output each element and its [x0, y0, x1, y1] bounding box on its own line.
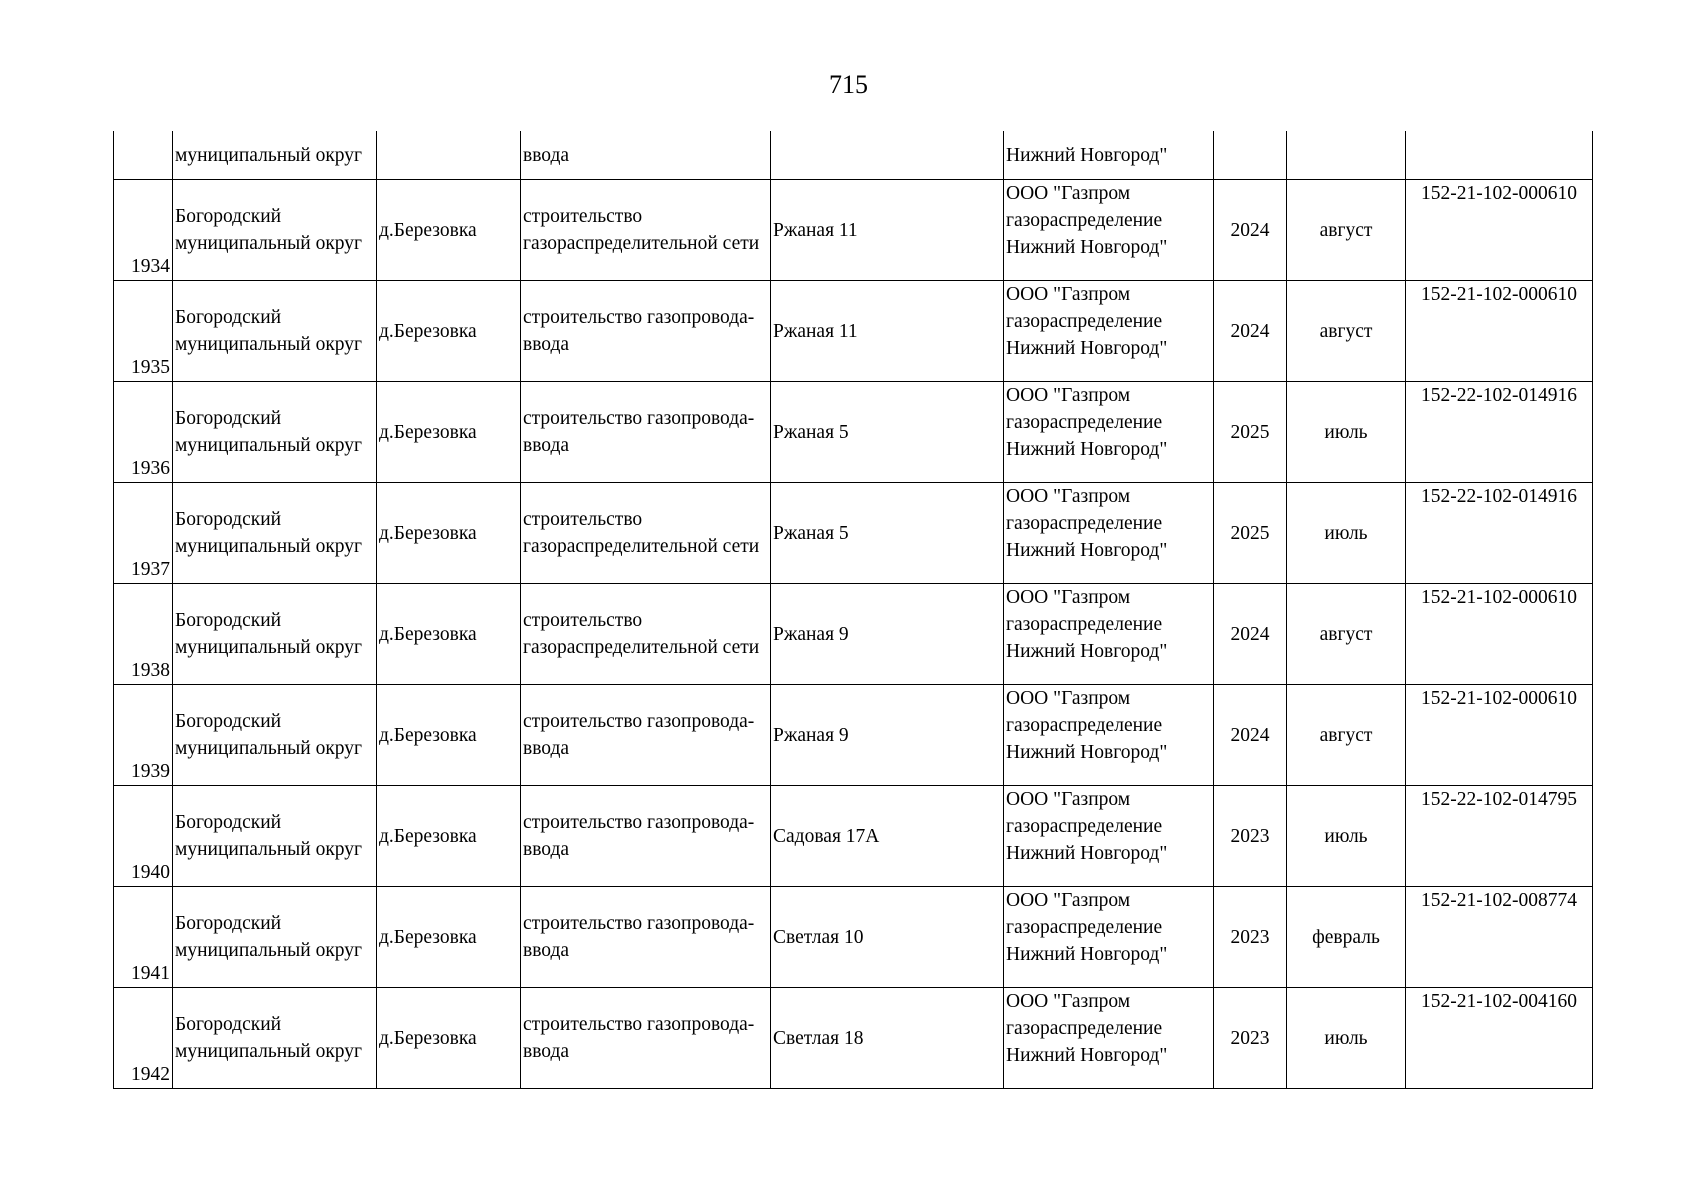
- cell-code: 152-22-102-014916: [1406, 483, 1593, 584]
- cell-organization: [1004, 887, 1214, 988]
- cell-address: Ржаная 11: [771, 281, 1004, 382]
- cell-organization-line: Нижний Новгород": [1006, 641, 1168, 662]
- cell-organization-line: газораспределение: [1006, 715, 1163, 736]
- cell-num: [114, 131, 173, 180]
- cell-num: 1941: [114, 887, 173, 988]
- cell-district-line: Богородский: [175, 711, 282, 732]
- cell-work-line: строительство газопровода-: [523, 812, 755, 833]
- cell-organization-line: газораспределение: [1006, 816, 1163, 837]
- cell-district-line: Богородский: [175, 1014, 282, 1035]
- cell-district-line: муниципальный округ: [175, 738, 363, 759]
- cell-organization: [1004, 180, 1214, 281]
- cell-work-line: строительство: [523, 509, 643, 530]
- cell-month: июль: [1287, 786, 1406, 887]
- cell-organization: [1004, 584, 1214, 685]
- cell-code: 152-21-102-004160: [1406, 988, 1593, 1089]
- cell-num: 1934: [114, 180, 173, 281]
- cell-organization: [1004, 685, 1214, 786]
- cell-address: Светлая 10: [771, 887, 1004, 988]
- cell-code: 152-22-102-014916: [1406, 382, 1593, 483]
- cell-month: август: [1287, 584, 1406, 685]
- cell-district-line: муниципальный округ: [175, 1041, 363, 1062]
- cell-district: [173, 988, 377, 1089]
- cell-organization-line: газораспределение: [1006, 917, 1163, 938]
- cell-work-line: ввода: [523, 435, 570, 456]
- cell-work: [521, 685, 771, 786]
- cell-organization-line: ООО "Газпром: [1006, 385, 1131, 406]
- table-row: [114, 281, 1593, 382]
- cell-organization: Нижний Новгород": [1004, 131, 1214, 180]
- cell-work-line: строительство газопровода-: [523, 711, 755, 732]
- cell-work-line: газораспределительной сети: [523, 637, 760, 658]
- cell-month: июль: [1287, 483, 1406, 584]
- cell-year: 2025: [1214, 483, 1287, 584]
- cell-work-line: строительство газопровода-: [523, 408, 755, 429]
- cell-organization-line: газораспределение: [1006, 311, 1163, 332]
- cell-organization-line: газораспределение: [1006, 210, 1163, 231]
- table-row: [114, 887, 1593, 988]
- cell-district-line: муниципальный округ: [175, 233, 363, 254]
- cell-work: [521, 281, 771, 382]
- cell-district: [173, 483, 377, 584]
- cell-month: август: [1287, 180, 1406, 281]
- cell-code: 152-22-102-014795: [1406, 786, 1593, 887]
- cell-month: [1287, 131, 1406, 180]
- continuation-row: [114, 131, 1593, 180]
- cell-village: д.Березовка: [377, 180, 521, 281]
- cell-work-line: строительство газопровода-: [523, 1014, 755, 1035]
- cell-organization-line: ООО "Газпром: [1006, 688, 1131, 709]
- cell-village: д.Березовка: [377, 382, 521, 483]
- cell-year: 2024: [1214, 685, 1287, 786]
- cell-work: [521, 382, 771, 483]
- cell-district-line: Богородский: [175, 610, 282, 631]
- cell-code: [1406, 131, 1593, 180]
- cell-village: д.Березовка: [377, 584, 521, 685]
- cell-organization-line: газораспределение: [1006, 614, 1163, 635]
- cell-organization: [1004, 786, 1214, 887]
- cell-work-line: строительство газопровода-: [523, 913, 755, 934]
- cell-village: д.Березовка: [377, 887, 521, 988]
- cell-organization-line: ООО "Газпром: [1006, 890, 1131, 911]
- cell-district-line: Богородский: [175, 913, 282, 934]
- cell-year: 2024: [1214, 281, 1287, 382]
- cell-work-line: ввода: [523, 839, 570, 860]
- cell-code: 152-21-102-000610: [1406, 281, 1593, 382]
- cell-organization: [1004, 382, 1214, 483]
- cell-organization-line: газораспределение: [1006, 513, 1163, 534]
- cell-code: 152-21-102-000610: [1406, 685, 1593, 786]
- cell-address: Светлая 18: [771, 988, 1004, 1089]
- table-body: [114, 131, 1593, 1089]
- cell-organization-line: Нижний Новгород": [1006, 742, 1168, 763]
- cell-district: [173, 281, 377, 382]
- cell-district-line: Богородский: [175, 408, 282, 429]
- page-number: 715: [829, 70, 868, 99]
- cell-district: муниципальный округ: [173, 131, 377, 180]
- cell-district-line: Богородский: [175, 206, 282, 227]
- cell-year: 2025: [1214, 382, 1287, 483]
- cell-organization-line: Нижний Новгород": [1006, 338, 1168, 359]
- cell-organization-line: ООО "Газпром: [1006, 789, 1131, 810]
- cell-organization-line: ООО "Газпром: [1006, 991, 1131, 1012]
- table-row: [114, 382, 1593, 483]
- cell-month: август: [1287, 281, 1406, 382]
- cell-year: 2023: [1214, 988, 1287, 1089]
- cell-work-line: строительство: [523, 206, 643, 227]
- cell-organization: [1004, 988, 1214, 1089]
- cell-num: 1942: [114, 988, 173, 1089]
- cell-work-line: газораспределительной сети: [523, 536, 760, 557]
- cell-organization-line: Нижний Новгород": [1006, 843, 1168, 864]
- cell-district-line: Богородский: [175, 812, 282, 833]
- cell-organization-line: газораспределение: [1006, 412, 1163, 433]
- cell-work-line: строительство газопровода-: [523, 307, 755, 328]
- cell-district: [173, 584, 377, 685]
- cell-work: [521, 584, 771, 685]
- cell-num: 1936: [114, 382, 173, 483]
- cell-month: июль: [1287, 382, 1406, 483]
- cell-num: 1939: [114, 685, 173, 786]
- table-row: [114, 483, 1593, 584]
- cell-organization-line: Нижний Новгород": [1006, 540, 1168, 561]
- table-row: [114, 685, 1593, 786]
- cell-work-line: газораспределительной сети: [523, 233, 760, 254]
- cell-num: 1935: [114, 281, 173, 382]
- cell-work-line: ввода: [523, 1041, 570, 1062]
- cell-village: д.Березовка: [377, 988, 521, 1089]
- cell-address: Ржаная 5: [771, 483, 1004, 584]
- cell-district: [173, 382, 377, 483]
- cell-num: 1940: [114, 786, 173, 887]
- cell-month: август: [1287, 685, 1406, 786]
- cell-organization-line: Нижний Новгород": [1006, 439, 1168, 460]
- cell-district-line: муниципальный округ: [175, 334, 363, 355]
- cell-work-line: ввода: [523, 334, 570, 355]
- cell-district-line: Богородский: [175, 509, 282, 530]
- cell-district-line: Богородский: [175, 307, 282, 328]
- cell-work: [521, 786, 771, 887]
- cell-work-line: ввода: [523, 940, 570, 961]
- cell-organization-line: газораспределение: [1006, 1018, 1163, 1039]
- cell-village: [377, 131, 521, 180]
- cell-month: июль: [1287, 988, 1406, 1089]
- cell-year: 2023: [1214, 887, 1287, 988]
- cell-district-line: муниципальный округ: [175, 940, 363, 961]
- cell-district-line: муниципальный округ: [175, 435, 363, 456]
- cell-organization-line: Нижний Новгород": [1006, 944, 1168, 965]
- cell-district: [173, 887, 377, 988]
- cell-year: 2024: [1214, 584, 1287, 685]
- cell-district: [173, 180, 377, 281]
- cell-organization: [1004, 281, 1214, 382]
- cell-organization-line: ООО "Газпром: [1006, 486, 1131, 507]
- cell-num: 1938: [114, 584, 173, 685]
- cell-village: д.Березовка: [377, 685, 521, 786]
- cell-district-line: муниципальный округ: [175, 839, 363, 860]
- cell-num: 1937: [114, 483, 173, 584]
- cell-code: 152-21-102-000610: [1406, 584, 1593, 685]
- cell-organization-line: Нижний Новгород": [1006, 1045, 1168, 1066]
- cell-organization-line: ООО "Газпром: [1006, 183, 1131, 204]
- cell-work: [521, 887, 771, 988]
- cell-village: д.Березовка: [377, 281, 521, 382]
- cell-address: [771, 131, 1004, 180]
- table-row: [114, 180, 1593, 281]
- cell-year: 2023: [1214, 786, 1287, 887]
- cell-village: д.Березовка: [377, 483, 521, 584]
- cell-district-line: муниципальный округ: [175, 536, 363, 557]
- cell-month: февраль: [1287, 887, 1406, 988]
- gasification-table: [113, 131, 1593, 1089]
- table-row: [114, 988, 1593, 1089]
- cell-work: [521, 988, 771, 1089]
- table-row: [114, 786, 1593, 887]
- cell-organization: [1004, 483, 1214, 584]
- cell-address: Ржаная 9: [771, 685, 1004, 786]
- cell-village: д.Березовка: [377, 786, 521, 887]
- cell-work: ввода: [521, 131, 771, 180]
- cell-address: Садовая 17А: [771, 786, 1004, 887]
- cell-organization-line: Нижний Новгород": [1006, 237, 1168, 258]
- cell-district: [173, 685, 377, 786]
- cell-work-line: строительство: [523, 610, 643, 631]
- cell-year: [1214, 131, 1287, 180]
- cell-district-line: муниципальный округ: [175, 637, 363, 658]
- cell-address: Ржаная 11: [771, 180, 1004, 281]
- cell-address: Ржаная 9: [771, 584, 1004, 685]
- cell-district: [173, 786, 377, 887]
- cell-address: Ржаная 5: [771, 382, 1004, 483]
- cell-organization-line: ООО "Газпром: [1006, 587, 1131, 608]
- cell-code: 152-21-102-000610: [1406, 180, 1593, 281]
- cell-organization-line: ООО "Газпром: [1006, 284, 1131, 305]
- table-row: [114, 584, 1593, 685]
- cell-code: 152-21-102-008774: [1406, 887, 1593, 988]
- cell-work-line: ввода: [523, 738, 570, 759]
- cell-work: [521, 483, 771, 584]
- cell-work: [521, 180, 771, 281]
- cell-year: 2024: [1214, 180, 1287, 281]
